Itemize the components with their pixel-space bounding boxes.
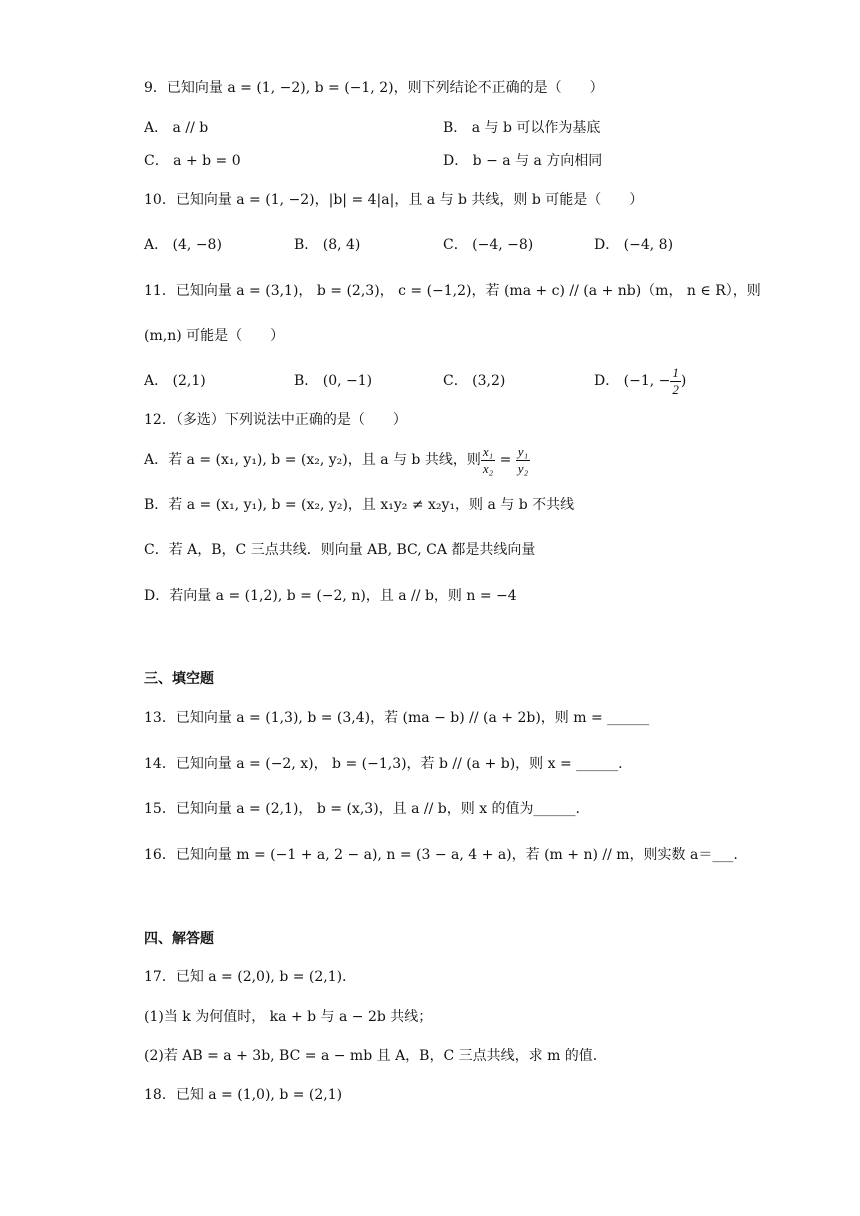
q12-stem: 12．（多选）下列说法中正确的是（ ） (144, 412, 407, 428)
q12-option-c: C．若 A，B，C 三点共线．则向量 AB, BC, CA 都是共线向量 (144, 542, 536, 558)
q9-option-d: D． b − a 与 a 方向相同 (443, 153, 603, 169)
fraction: $\frac{\text{x₁}}{\text{x₂}}$ (482, 443, 494, 476)
q14: 14．已知向量 a = (−2, x)， b = (−1,3)，若 b // (a + b)，则 x = ______. (144, 756, 623, 772)
q9-option-a: A． a // b (144, 120, 209, 136)
q9-option-b: B． a 与 b 可以作为基底 (443, 120, 601, 136)
q11-option-a: A． (2,1) (144, 373, 206, 389)
q17-part-2: (2)若 AB = a + 3b, BC = a − mb 且 A，B，C 三点共线，求 m 的值． (144, 1048, 607, 1064)
q18-stem: 18．已知 a = (1,0), b = (2,1) (144, 1087, 343, 1103)
fraction: $\frac{\text{y₁}}{\text{y₂}}$ (517, 443, 529, 476)
q9-stem: 9．已知向量 a = (1, −2), b = (−1, 2)，则下列结论不正确的是（ ） (144, 80, 604, 96)
q10-option-c: C． (−4, −8) (443, 237, 534, 253)
q11-stem-line1: 11．已知向量 a = (3,1)， b = (2,3)， c = (−1,2)，若 (ma + c) // (a + nb)（m， n ∈ R），则 (144, 283, 761, 299)
q13: 13．已知向量 a = (1,3), b = (3,4)，若 (ma − b) // (a + 2b)，则 m = ______ (144, 710, 650, 726)
q15: 15．已知向量 a = (2,1)， b = (x,3)，且 a // b，则 x 的值为______. (144, 801, 580, 817)
q17-part-1: (1)当 k 为何值时， ka + b 与 a − 2b 共线； (144, 1009, 433, 1025)
q10-stem: 10．已知向量 a = (1, −2)，|b| = 4|a|，且 a 与 b 共线，则 b 可能是（ ） (144, 192, 644, 208)
section-heading-solutions: 四、解答题 (144, 931, 214, 947)
section-heading-fill-in: 三、填空题 (144, 671, 214, 687)
q9-option-c: C． a + b = 0 (144, 153, 241, 169)
q11-option-d: D． (−1, − $\frac{1}{2}$ ) (594, 364, 687, 397)
q11-option-b: B． (0, −1) (294, 373, 373, 389)
q10-option-a: A． (4, −8) (144, 237, 222, 253)
q12-option-b: B．若 a = (x₁, y₁), b = (x₂, y₂)，且 x₁y₂ ≠ x₂y₁，则 a 与 b 不共线 (144, 497, 575, 513)
q11-option-c: C． (3,2) (443, 373, 506, 389)
q16: 16．已知向量 m = (−1 + a, 2 − a), n = (3 − a, 4 + a)，若 (m + n) // m，则实数 a＝___. (144, 847, 738, 863)
q17-stem: 17．已知 a = (2,0), b = (2,1)． (144, 969, 357, 985)
q12-option-d: D．若向量 a = (1,2), b = (−2, n)，且 a // b，则 n = −4 (144, 588, 517, 604)
q10-option-d: D． (−4, 8) (594, 237, 674, 253)
q10-option-b: B． (8, 4) (294, 237, 361, 253)
q12-option-a: A．若 a = (x₁, y₁), b = (x₂, y₂)，且 a 与 b 共线，则 $\frac{\text{x₁}}{\text{x₂}}$ = $\frac{\text{y₁}}{\text{y₂}}$ (144, 443, 529, 476)
q11-stem-line2: (m,n) 可能是（ ） (144, 328, 285, 344)
fraction: $\frac{1}{2}$ (672, 364, 679, 397)
